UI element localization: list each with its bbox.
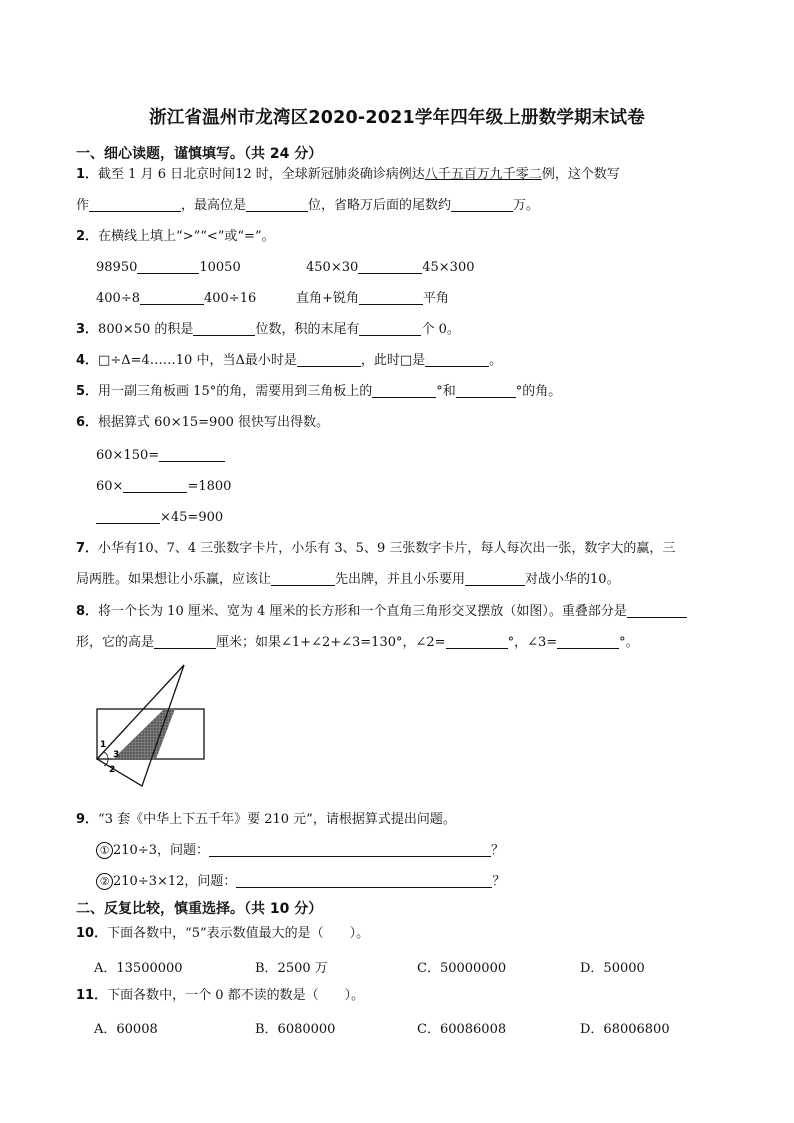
answer-blank[interactable] bbox=[159, 447, 225, 462]
compare-left: 98950 bbox=[96, 260, 138, 275]
question-text: 下面各数中，一个 0 都不读的数是（ ）。 bbox=[107, 988, 365, 1003]
question-4 bbox=[76, 352, 502, 370]
question-text: 对战小华的10。 bbox=[525, 572, 620, 587]
question-text: °。 bbox=[619, 635, 639, 650]
question-3 bbox=[76, 321, 460, 339]
question-number: 10． bbox=[76, 926, 108, 941]
answer-blank[interactable] bbox=[425, 352, 489, 367]
answer-blank[interactable] bbox=[358, 259, 422, 274]
answer-blank[interactable] bbox=[209, 842, 491, 857]
compare-left: 450×30 bbox=[306, 260, 359, 275]
question-number: 6． bbox=[76, 415, 99, 430]
question-8 bbox=[76, 603, 687, 621]
question-text: 作 bbox=[76, 198, 90, 213]
question-number: 3． bbox=[76, 322, 99, 337]
answer-blank[interactable] bbox=[627, 603, 687, 618]
compare-right: 400÷16 bbox=[203, 291, 257, 306]
answer-blank[interactable] bbox=[123, 478, 187, 493]
question-9-sub-2 bbox=[96, 873, 505, 891]
question-text: 根据算式 60×15=900 很快写出得数。 bbox=[98, 415, 329, 430]
angle-label-1: 1 bbox=[100, 740, 107, 750]
question-text: 小华有10、7、4 三张数字卡片，小乐有 3、5、9 三张数字卡片，每人每次出一张，数字大的赢，三 bbox=[98, 541, 676, 556]
option-d[interactable]: D．68006800 bbox=[580, 1022, 670, 1037]
question-2 bbox=[76, 228, 275, 246]
answer-blank[interactable] bbox=[271, 571, 335, 586]
question-9 bbox=[76, 811, 456, 829]
question-1-cont bbox=[76, 197, 539, 215]
equation-text: ×45=900 bbox=[160, 510, 224, 525]
option-a[interactable]: A．13500000 bbox=[94, 961, 183, 976]
page-title: 浙江省温州市龙湾区2020-2021学年四年级上册数学期末试卷 bbox=[149, 108, 645, 128]
question-text: °的角。 bbox=[515, 384, 562, 399]
question-text: 厘米；如果∠1+∠2+∠3=130°，∠2= bbox=[216, 635, 446, 650]
question-text: 个 0。 bbox=[421, 322, 460, 337]
equation-text: =1800 bbox=[187, 479, 232, 494]
answer-blank[interactable] bbox=[89, 197, 181, 212]
question-text: 局两胜。如果想让小乐赢，应该让 bbox=[76, 572, 272, 587]
question-text: 210÷3×12，问题： bbox=[113, 874, 237, 889]
question-text: “3 套《中华上下五千年》要 210 元”，请根据算式提出问题。 bbox=[98, 812, 456, 827]
question-text: 先出牌，并且小乐要用 bbox=[335, 572, 466, 587]
question-text: 万。 bbox=[513, 198, 540, 213]
section-heading-2: 二、反复比较，慎重选择。（共 10 分） bbox=[76, 901, 323, 917]
question-number: 5． bbox=[76, 384, 99, 399]
question-text: 800×50 的积是 bbox=[98, 322, 194, 337]
option-b[interactable]: B．2500 万 bbox=[255, 961, 328, 976]
compare-right: 45×300 bbox=[422, 260, 475, 275]
section-heading-1: 一、细心读题，谨慎填写。（共 24 分） bbox=[76, 146, 323, 162]
question-number: 8． bbox=[76, 604, 99, 619]
question-11 bbox=[76, 987, 364, 1005]
question-1 bbox=[76, 166, 620, 184]
compare-item bbox=[296, 290, 449, 308]
question-text: 截至 1 月 6 日北京时间12 时，全球新冠肺炎确诊病例达 bbox=[98, 167, 425, 182]
question-text: °，∠3= bbox=[507, 635, 558, 650]
question-8-cont bbox=[76, 634, 639, 652]
answer-blank[interactable] bbox=[557, 634, 619, 649]
question-number: 2． bbox=[76, 229, 99, 244]
question-number: 7． bbox=[76, 541, 99, 556]
question-text: 在横线上填上“>”“<”或“=”。 bbox=[98, 229, 275, 244]
answer-blank[interactable] bbox=[297, 352, 361, 367]
compare-left: 直角+锐角 bbox=[296, 291, 359, 306]
answer-blank[interactable] bbox=[246, 197, 308, 212]
rectangle-triangle-figure bbox=[94, 662, 214, 788]
compare-right: 10050 bbox=[199, 260, 241, 275]
question-number: 1． bbox=[76, 167, 99, 182]
answer-blank[interactable] bbox=[359, 321, 421, 336]
question-9-sub-1 bbox=[96, 842, 504, 860]
compare-item bbox=[96, 290, 256, 308]
answer-blank[interactable] bbox=[236, 873, 492, 888]
answer-blank[interactable] bbox=[193, 321, 255, 336]
question-10 bbox=[76, 925, 369, 943]
compare-left: 400÷8 bbox=[96, 291, 140, 306]
question-mark: ？ bbox=[490, 843, 504, 858]
question-text: 210÷3，问题： bbox=[113, 843, 209, 858]
option-d[interactable]: D．50000 bbox=[580, 961, 645, 976]
question-mark: ？ bbox=[492, 874, 506, 889]
answer-blank[interactable] bbox=[456, 383, 516, 398]
underlined-number-words: 八千五百万九千零二 bbox=[424, 167, 542, 182]
option-b[interactable]: B．6080000 bbox=[255, 1022, 336, 1037]
compare-right: 平角 bbox=[422, 291, 449, 306]
option-c[interactable]: C．50000000 bbox=[417, 961, 507, 976]
option-a[interactable]: A．60008 bbox=[94, 1022, 158, 1037]
answer-blank[interactable] bbox=[359, 290, 423, 305]
question-text: ，此时□是 bbox=[360, 353, 426, 368]
question-text: □÷Δ=4……10 中，当Δ最小时是 bbox=[98, 353, 297, 368]
question-6-line-3 bbox=[96, 509, 223, 527]
question-number: 11． bbox=[76, 988, 108, 1003]
compare-item bbox=[306, 259, 475, 277]
question-text: 下面各数中，“5”表示数值最大的是（ ）。 bbox=[107, 926, 370, 941]
question-text: ，最高位是 bbox=[181, 198, 247, 213]
answer-blank[interactable] bbox=[446, 634, 508, 649]
question-text: 位数，积的末尾有 bbox=[255, 322, 360, 337]
question-7 bbox=[76, 540, 675, 558]
angle-label-2: 2 bbox=[109, 765, 116, 775]
question-text: 位，省略万后面的尾数约 bbox=[308, 198, 452, 213]
question-number: 9． bbox=[76, 812, 99, 827]
answer-blank[interactable] bbox=[154, 634, 216, 649]
answer-blank[interactable] bbox=[96, 509, 160, 524]
equation-text: 60×150= bbox=[96, 448, 160, 463]
question-number: 4． bbox=[76, 353, 99, 368]
circled-number-2: ② bbox=[96, 873, 113, 890]
question-5 bbox=[76, 383, 561, 401]
equation-text: 60× bbox=[96, 479, 124, 494]
option-c[interactable]: C．60086008 bbox=[417, 1022, 507, 1037]
question-6-line-2 bbox=[96, 478, 231, 496]
answer-blank[interactable] bbox=[137, 259, 199, 274]
question-text: °和 bbox=[436, 384, 456, 399]
question-text: 用一副三角板画 15°的角，需要用到三角板上的 bbox=[98, 384, 373, 399]
answer-blank[interactable] bbox=[140, 290, 204, 305]
question-text: 将一个长为 10 厘米、宽为 4 厘米的长方形和一个直角三角形交叉摆放（如图）。重叠部分是 bbox=[98, 604, 627, 619]
answer-blank[interactable] bbox=[465, 571, 525, 586]
compare-item bbox=[96, 259, 241, 277]
answer-blank[interactable] bbox=[372, 383, 436, 398]
question-6 bbox=[76, 414, 329, 432]
answer-blank[interactable] bbox=[451, 197, 513, 212]
question-text: 。 bbox=[489, 353, 503, 368]
question-text: 例，这个数写 bbox=[541, 167, 620, 182]
question-6-line-1 bbox=[96, 447, 225, 465]
question-7-cont bbox=[76, 571, 620, 589]
circled-number-1: ① bbox=[96, 842, 113, 859]
angle-label-3: 3 bbox=[113, 750, 120, 760]
question-text: 形，它的高是 bbox=[76, 635, 155, 650]
